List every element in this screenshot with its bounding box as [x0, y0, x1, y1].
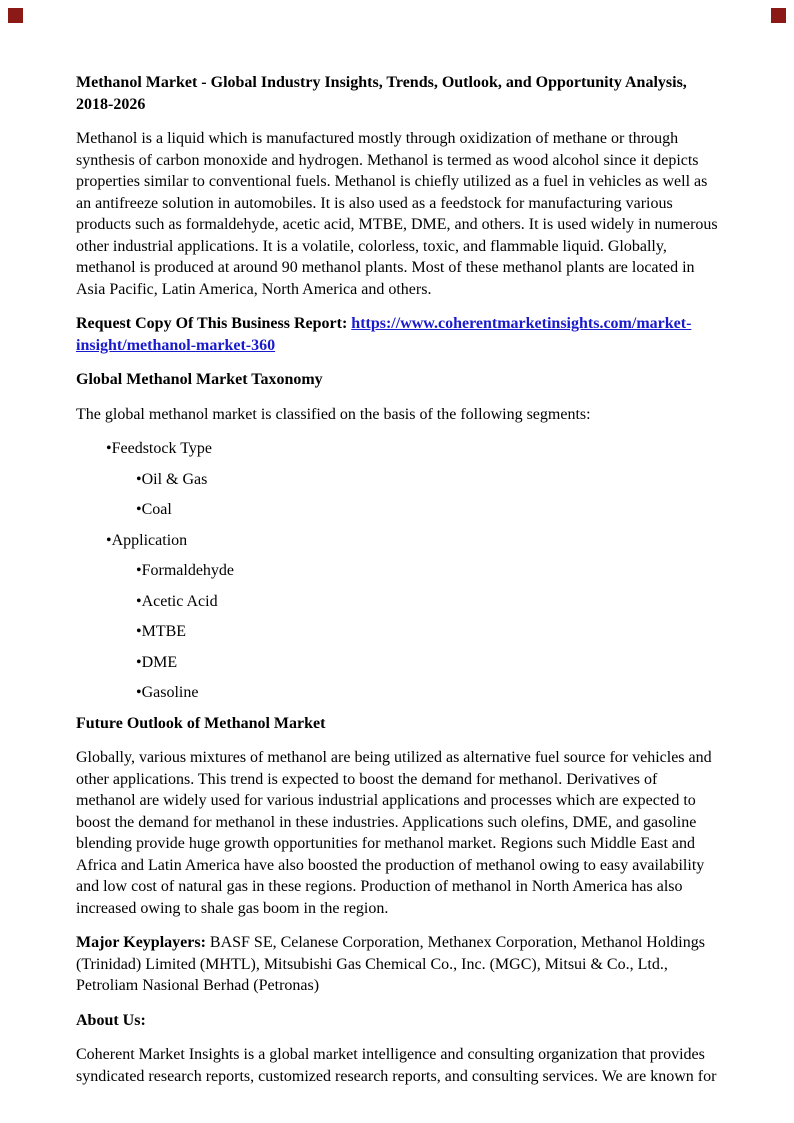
- list-item-mtbe: •MTBE: [136, 623, 187, 640]
- list-item-coal: •Coal: [136, 501, 172, 518]
- list-item-gasoline: •Gasoline: [136, 684, 199, 701]
- corner-mark-right: [771, 8, 786, 23]
- about-us-heading: About Us:: [76, 1011, 146, 1029]
- list-item-dme: •DME: [136, 653, 178, 671]
- list-item-feedstock-type: •Feedstock Type: [106, 440, 212, 457]
- intro-paragraph: Methanol is a liquid which is manufactured mostly through oxidization of methane or through synthesis of carbon monoxide and hydrogen. Methanol is termed as wood alcohol since it depicts properties similar to conventional fuels. Methanol is chiefly utilized as a fuel in vehicles as well as an antifreeze solution in automobiles. It is also used as a feedstock for manufacturing various products such as formaldehyde, acetic acid, MTBE, DME, and others. It is used widely in numerous other industrial applications. It is a volatile, colorless, toxic, and flammable liquid. Globally, methanol is produced at around 90 methanol plants. Most of these methanol plants are located in Asia Pacific, Latin America, North America and others.: [76, 130, 718, 298]
- list-item-formaldehyde: •Formaldehyde: [136, 562, 235, 579]
- about-us-paragraph: Coherent Market Insights is a global market intelligence and consulting organization that provides syndicated research reports, customized research reports, and consulting services. We are known for: [76, 1046, 717, 1085]
- taxonomy-heading: Global Methanol Market Taxonomy: [76, 371, 323, 388]
- segment-list: [76, 438, 718, 704]
- report-link[interactable]: https://www.coherentmarketinsights.com/market-insight/methanol-market-360: [76, 315, 692, 354]
- keyplayers-text: BASF SE, Celanese Corporation, Methanex Corporation, Methanol Holdings (Trinidad) Limited (MHTL), Mitsubishi Gas Chemical Co., Inc. (MGC), Mitsui & Co., Ltd., Petroliam Nasional Berhad (Petronas): [76, 934, 705, 994]
- future-outlook-heading: Future Outlook of Methanol Market: [76, 714, 326, 732]
- taxonomy-intro-paragraph: The global methanol market is classified on the basis of the following segments:: [76, 405, 591, 423]
- request-report-label: Request Copy Of This Business Report:: [76, 315, 348, 332]
- list-item-application: •Application: [106, 531, 188, 549]
- document-content: [76, 72, 718, 1100]
- request-report-line: [76, 313, 718, 356]
- keyplayers-paragraph: [76, 932, 718, 997]
- corner-mark-left: [8, 8, 23, 23]
- list-item-oil-and-gas: •Oil & Gas: [136, 470, 208, 488]
- list-item-acetic-acid: •Acetic Acid: [136, 592, 218, 610]
- keyplayers-label: Major Keyplayers:: [76, 934, 206, 951]
- future-outlook-paragraph: Globally, various mixtures of methanol are being utilized as alternative fuel source for vehicles and other applications. This trend is expected to boost the demand for methanol. Derivatives of methanol are widely used for various industrial applications and processes which are expected to boost the demand for methanol in these industries. Applications such olefins, DME, and gasoline blending provide huge growth opportunities for methanol market. Regions such Middle East and Africa and Latin America have also boosted the production of methanol owing to easy availability and low cost of natural gas in these regions. Production of methanol in North America has also increased owing to shale gas boom in the region.: [76, 749, 712, 917]
- document-title: Methanol Market - Global Industry Insights, Trends, Outlook, and Opportunity Analysis, 2018-2026: [76, 74, 687, 113]
